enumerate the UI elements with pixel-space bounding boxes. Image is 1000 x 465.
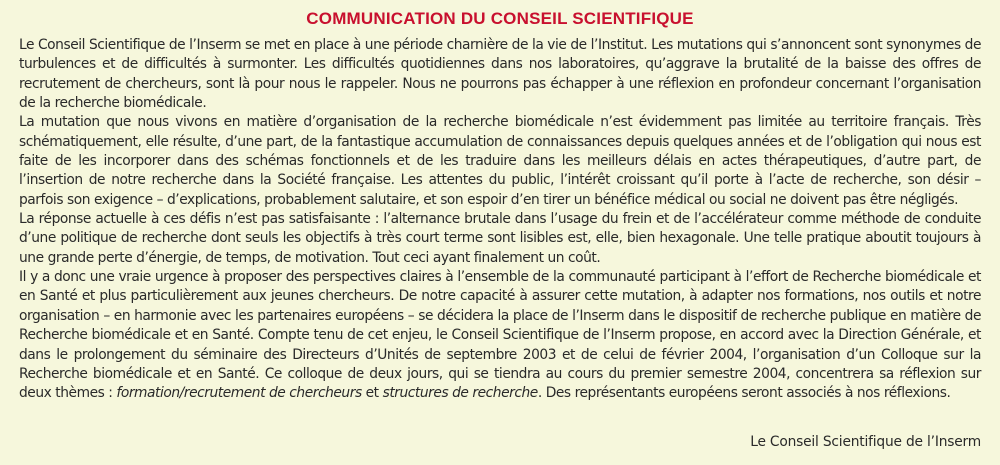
- theme-recruitment: formation/recrutement de chercheurs: [116, 385, 362, 402]
- paragraph-4: [19, 268, 981, 403]
- paragraph-4-ending: . Des représentants européens seront associés à nos réflexions.: [537, 385, 951, 402]
- theme-conjunction: et: [361, 385, 383, 402]
- signature: Le Conseil Scientifique de l’Inserm: [750, 434, 981, 450]
- paragraph-3: La réponse actuelle à ces défis n’est pas satisfaisante : l’alternance brutale dans l’usage du frein et de l’accélérateur comme méthode de conduite d’une politique de recherche dont seuls les objectifs à très court terme sont lisibles est, elle, bien hexagonale. Une telle pratique aboutit toujours à une grande perte d’énergie, de temps, de motivation. Tout ceci ayant finalement un coût.: [19, 211, 981, 266]
- document-body: [19, 36, 981, 404]
- theme-structures: structures de recherche: [382, 385, 538, 402]
- paragraph-1: Le Conseil Scientifique de l’Inserm se met en place à une période charnière de la vie de l’Institut. Les mutations qui s’annoncent sont synonymes de turbulences et de difficultés à surmonter. Les difficultés quotidiennes dans nos laboratoires, qu’aggrave la brutalité de la baisse des offres de recrutement de chercheurs, sont là pour nous le rappeler. Nous ne pourrons pas échapper à une réflexion en profondeur concernant l’organisation de la recherche biomédicale.: [19, 37, 981, 112]
- paragraph-2: La mutation que nous vivons en matière d’organisation de la recherche biomédicale n’est évidemment pas limitée au territoire français. Très schématiquement, elle résulte, d’une part, de la fantastique accumulation de connaissances depuis quelques années et de l’obligation qui nous est faite de les incorporer dans des schémas fonctionnels et de les traduire dans les meilleurs délais en actes thérapeutiques, d’autre part, de l’insertion de notre recherche dans la Société française. Les attentes du public, l’intérêt croissant qu’il porte à l’acte de recherche, son désir – parfois son exigence – d’explications, probablement salutaire, et son espoir d’en tirer un bénéfice médical ou social ne doivent pas être négligés.: [19, 114, 981, 208]
- paragraph-4-text: Il y a donc une vraie urgence à proposer des perspectives claires à l’ensemble de la communauté participant à l’effort de Recherche biomédicale et en Santé et plus particulièrement aux jeunes chercheurs. De notre capacité à assurer cette mutation, à adapter nos formations, nos outils et notre organisation – en harmonie avec les partenaires européens – se décidera la place de l’Inserm dans le dispositif de recherche publique en matière de Recherche biomédicale et en Santé. Compte tenu de cet enjeu, le Conseil Scientifique de l’Inserm propose, en accord avec la Direction Générale, et dans le prolongement du séminaire des Directeurs d’Unités de septembre 2003 et de celui de février 2004, l’organisation d’un Colloque sur la Recherche biomédicale et en Santé. Ce colloque de deux jours, qui se tiendra au cours du premier semestre 2004, concentrera sa réflexion sur deux thèmes :: [19, 269, 981, 402]
- document-title: COMMUNICATION DU CONSEIL SCIENTIFIQUE: [306, 9, 694, 28]
